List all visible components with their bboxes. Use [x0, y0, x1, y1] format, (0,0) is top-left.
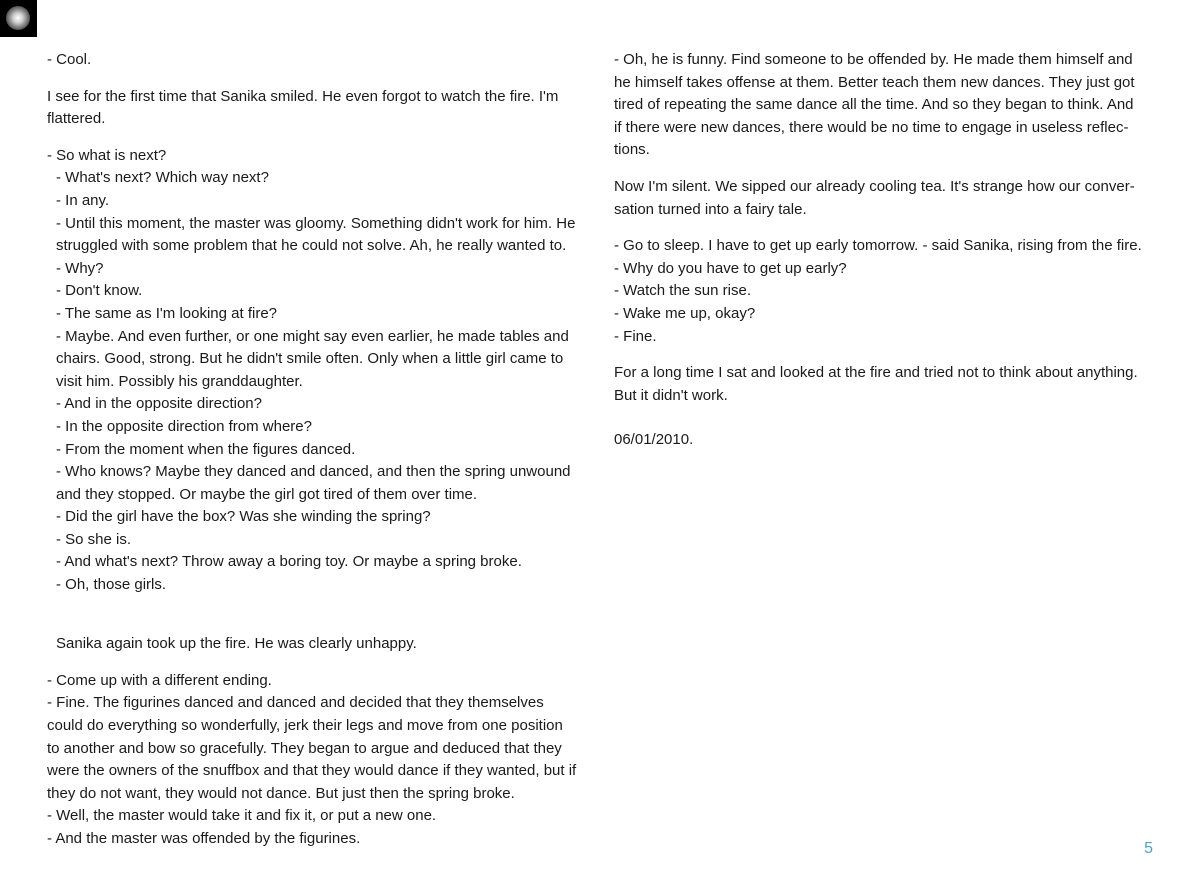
- text-line: - What's next? Which way next?: [56, 169, 269, 187]
- left-dialogue-indented: [56, 167, 592, 596]
- text-line: struggled with some problem that he could not solve. Ah, he really wanted to.: [56, 237, 567, 255]
- text-line: - Watch the sun rise.: [614, 282, 751, 300]
- text-line: to another and bow so gracefully. They began to argue and deduced that they: [47, 739, 562, 757]
- text-line: could do everything so wonderfully, jerk their legs and move from one position: [47, 717, 563, 735]
- left-column: [47, 49, 592, 865]
- right-paragraph-1: [614, 49, 1162, 162]
- text-line: sation turned into a fairy tale.: [614, 200, 807, 218]
- right-paragraph-3: [614, 235, 1162, 348]
- date-line: 06/01/2010.: [614, 431, 694, 449]
- text-line: Sanika again took up the fire. He was clearly unhappy.: [56, 635, 417, 653]
- text-line: - Oh, those girls.: [56, 576, 167, 594]
- text-line: Now I'm silent. We sipped our already cooling tea. It's strange how our conver-: [614, 177, 1135, 195]
- text-line: he himself takes offense at them. Better teach them new dances. They just got: [614, 73, 1135, 91]
- text-line: tired of repeating the same dance all the time. And so they began to think. And: [614, 96, 1134, 114]
- left-narration-indented: [56, 633, 592, 656]
- text-line: - Go to sleep. I have to get up early tomorrow. - said Sanika, rising from the fire.: [614, 237, 1142, 255]
- text-line: - And what's next? Throw away a boring toy. Or maybe a spring broke.: [56, 553, 522, 571]
- text-line: - The same as I'm looking at fire?: [56, 304, 278, 322]
- text-line: I see for the first time that Sanika smiled. He even forgot to watch the fire. I'm: [47, 87, 559, 105]
- left-paragraph-1: [47, 49, 592, 72]
- text-line: - So what is next?: [47, 146, 167, 164]
- text-line: - And the master was offended by the figurines.: [47, 830, 361, 847]
- text-line: - Did the girl have the box? Was she winding the spring?: [56, 508, 431, 526]
- text-line: flattered.: [47, 110, 106, 128]
- text-line: - Cool.: [47, 51, 92, 68]
- text-line: - Fine. The figurines danced and danced and decided that they themselves: [47, 694, 544, 712]
- blank-line: [614, 421, 1162, 429]
- text-line: and they stopped. Or maybe the girl got tired of them over time.: [56, 485, 478, 503]
- text-line: - Why do you have to get up early?: [614, 259, 847, 277]
- text-line: chairs. Good, strong. But he didn't smile often. Only when a little girl came to: [56, 350, 564, 368]
- text-line: if there were new dances, there would be no time to engage in useless reflec-: [614, 118, 1129, 136]
- text-line: But it didn't work.: [614, 386, 728, 404]
- right-column: [614, 49, 1162, 466]
- text-line: - Why?: [56, 259, 104, 277]
- text-line: - Who knows? Maybe they danced and danced, and then the spring unwound: [56, 463, 571, 481]
- text-line: - In the opposite direction from where?: [56, 417, 312, 435]
- text-line: visit him. Possibly his granddaughter.: [56, 372, 303, 390]
- text-line: - Wake me up, okay?: [614, 304, 756, 322]
- text-line: - Come up with a different ending.: [47, 671, 272, 689]
- text-line: they do not want, they would not dance. But just then the spring broke.: [47, 784, 515, 802]
- blank-line: [47, 611, 592, 634]
- right-date: [614, 429, 1162, 452]
- text-line: - In any.: [56, 191, 110, 209]
- text-line: - Maybe. And even further, or one might say even earlier, he made tables and: [56, 327, 569, 345]
- right-paragraph-4: [614, 362, 1162, 407]
- left-paragraph-5: [47, 670, 592, 851]
- text-line: - Fine.: [614, 327, 657, 345]
- left-dialogue-start: [47, 145, 592, 168]
- text-line: - Until this moment, the master was gloomy. Something didn't work for him. He: [56, 214, 576, 232]
- text-line: - So she is.: [56, 530, 132, 548]
- text-line: - Don't know.: [56, 282, 143, 300]
- text-line: - Oh, he is funny. Find someone to be offended by. He made them himself and: [614, 51, 1133, 68]
- text-line: - Well, the master would take it and fix it, or put a new one.: [47, 807, 437, 825]
- text-line: - And in the opposite direction?: [56, 395, 262, 413]
- corner-orb-icon: [0, 0, 37, 37]
- page-number: 5: [1144, 840, 1153, 857]
- text-line: For a long time I sat and looked at the fire and tried not to think about anything.: [614, 364, 1138, 382]
- text-line: - From the moment when the figures danced.: [56, 440, 356, 458]
- text-line: tions.: [614, 141, 650, 159]
- text-line: were the owners of the snuffbox and that they would dance if they wanted, but if: [47, 762, 577, 780]
- orb-glow: [6, 6, 30, 30]
- right-paragraph-2: [614, 176, 1162, 221]
- left-paragraph-2: [47, 86, 592, 131]
